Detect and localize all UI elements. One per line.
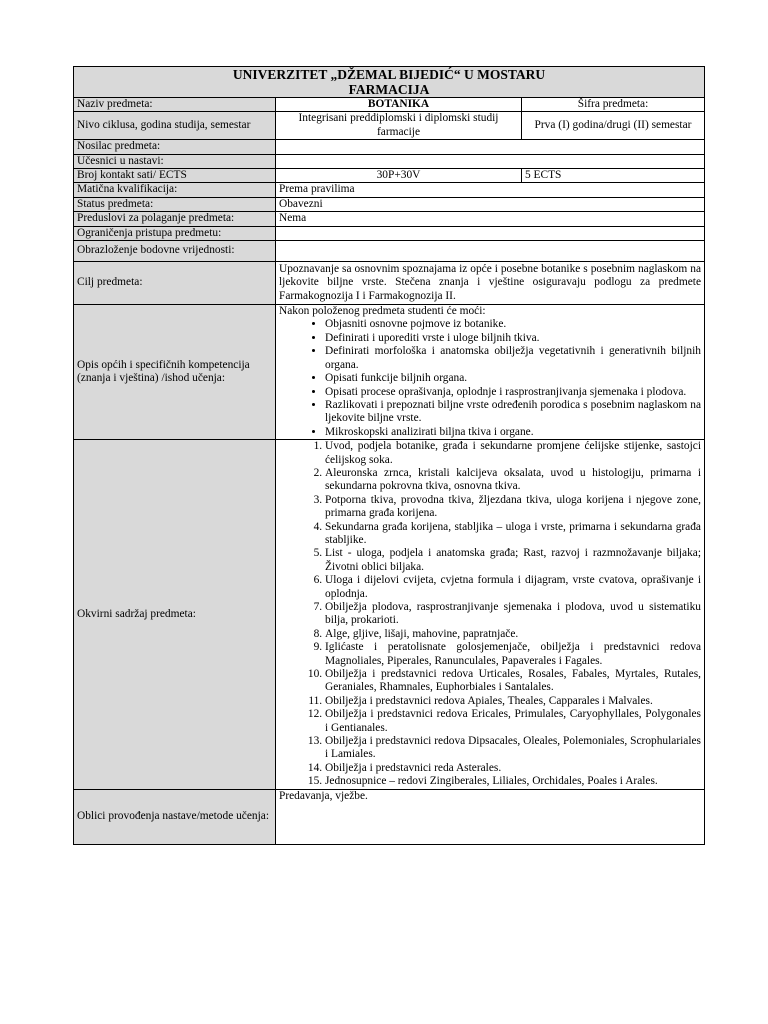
course-code-label: Šifra predmeta: [522, 98, 705, 112]
row-sadrzaj [74, 440, 705, 790]
header-cell [74, 67, 705, 98]
competences-cell [276, 305, 705, 440]
restrictions-label: Ograničenja pristupa predmetu: [74, 226, 276, 240]
list-item: 13. Obilježja i predstavnici redova Dipsacales, Oleales, Polemoniales, Scrophulariales i Lamiales. [325, 735, 701, 762]
list-item: 2. Aleuronska zrnca, kristali kalcijeva oksalata, uvod u histologiju, primarna i sekundarna pokrovna tkiva, osnovna tkiva. [325, 467, 701, 494]
contact-hours-value: 30P+30V [276, 169, 522, 183]
participants-value [276, 154, 705, 168]
list-item: 3. Potporna tkiva, provodna tkiva, žljezdana tkiva, uloga korijena i njegove zone, primarna građa korijena. [325, 494, 701, 521]
row-preduslovi [74, 212, 705, 226]
list-item: 11. Obilježja i predstavnici redova Apiales, Theales, Capparales i Malvales. [325, 695, 701, 708]
list-item: • Razlikovati i prepoznati biljne vrste određenih porodica s posebnim naglaskom na ljekovite biljne vrste. [325, 399, 701, 426]
list-item: • Definirati morfološka i anatomska obilježja vegetativnih i generativnih biljnih organa. [325, 345, 701, 372]
list-item: 15. Jednosupnice – redovi Zingiberales, Liliales, Orchidales, Poales i Arales. [325, 775, 701, 788]
row-status [74, 197, 705, 211]
competences-list [279, 318, 701, 439]
list-item: 1. Uvod, podjela botanike, građa i sekundarne promjene ćelijske stijenke, sastojci ćelijskog soka. [325, 440, 701, 467]
content-cell [276, 440, 705, 790]
list-item: 8. Alge, gljive, lišaji, mahovine, papratnjače. [325, 628, 701, 641]
syllabus-table [73, 66, 705, 845]
list-item: 9. Iglićaste i peratolisnate golosjemenjače, obilježja i predstavnici redova Magnoliales, Piperales, Ranunculales, Papaverales i Fagales. [325, 641, 701, 668]
level-label: Nivo ciklusa, godina studija, semestar [74, 112, 276, 140]
competences-label: Opis općih i specifičnih kompetencija (znanja i vještina) /ishod učenja: [74, 305, 276, 440]
teaching-methods-value: Predavanja, vježbe. [276, 789, 705, 844]
qualification-label: Matična kvalifikacija: [74, 183, 276, 197]
qualification-value: Prema pravilima [276, 183, 705, 197]
lecturer-label: Nosilac predmeta: [74, 140, 276, 154]
header-row [74, 67, 705, 98]
row-oblici [74, 789, 705, 844]
level-value: Integrisani preddiplomski i diplomski studij farmacije [276, 112, 522, 140]
content-label: Okvirni sadržaj predmeta: [74, 440, 276, 790]
competences-intro: Nakon položenog predmeta studenti će moći: [279, 305, 486, 318]
list-item: • Opisati funkcije biljnih organa. [325, 372, 701, 385]
prerequisites-value: Nema [276, 212, 705, 226]
list-item: 10. Obilježja i predstavnici redova Urticales, Rosales, Fabales, Myrtales, Rutales, Geraniales, Rhamnales, Euphorbiales i Santalales. [325, 668, 701, 695]
list-item: 12. Obilježja i predstavnici redova Ericales, Primulales, Caryophyllales, Polygonales i Gentianales. [325, 708, 701, 735]
row-ogranicenja [74, 226, 705, 240]
list-item: • Mikroskopski analizirati biljna tkiva i organe. [325, 426, 701, 439]
list-item: 5. List - uloga, podjela i anatomska građa; Rast, razvoj i razmnožavanje biljaka; Životni oblici biljaka. [325, 547, 701, 574]
lecturer-value [276, 140, 705, 154]
list-item: 6. Uloga i dijelovi cvijeta, cvjetna formula i dijagram, vrste cvatova, oprašivanje i oplodnja. [325, 574, 701, 601]
faculty-name: FARMACIJA [348, 82, 430, 97]
row-kontakt [74, 169, 705, 183]
list-item: 14. Obilježja i predstavnici reda Asterales. [325, 762, 701, 775]
list-item: • Opisati procese oprašivanja, oplodnje i rasprostranjivanja sjemenaka i plodova. [325, 386, 701, 399]
course-name-label: Naziv predmeta: [74, 98, 276, 112]
goal-value: Upoznavanje sa osnovnim spoznajama iz opće i posebne botanike s posebnim naglaskom na ljekovite biljne vrste. Stečena znanja i vještine osiguravaju podlogu za predmete Farmakognozija I i Farmakognozija II. [276, 262, 705, 305]
restrictions-value [276, 226, 705, 240]
row-maticna [74, 183, 705, 197]
row-nivo [74, 112, 705, 140]
status-label: Status predmeta: [74, 197, 276, 211]
row-nosilac [74, 140, 705, 154]
credit-justification-value [276, 241, 705, 262]
list-item: 4. Sekundarna građa korijena, stabljika – uloga i vrste, primarna i sekundarna građa stabljike. [325, 521, 701, 548]
row-naziv [74, 98, 705, 112]
row-opis [74, 305, 705, 440]
university-name: UNIVERZITET „DŽEMAL BIJEDIĆ“ U MOSTARU [232, 67, 546, 82]
list-item: • Objasniti osnovne pojmove iz botanike. [325, 318, 701, 331]
goal-label: Cilj predmeta: [74, 262, 276, 305]
contact-hours-label: Broj kontakt sati/ ECTS [74, 169, 276, 183]
content-list [279, 440, 701, 789]
year-value: Prva (I) godina/drugi (II) semestar [522, 112, 705, 140]
row-cilj [74, 262, 705, 305]
prerequisites-label: Preduslovi za polaganje predmeta: [74, 212, 276, 226]
status-value: Obavezni [276, 197, 705, 211]
row-obrazlozenje [74, 241, 705, 262]
credit-justification-label: Obrazloženje bodovne vrijednosti: [74, 241, 276, 262]
participants-label: Učesnici u nastavi: [74, 154, 276, 168]
list-item: 7. Obilježja plodova, rasprostranjivanje sjemenaka i plodova, uvod u sistematiku bilja, prokarioti. [325, 601, 701, 628]
ects-value: 5 ECTS [522, 169, 705, 183]
row-ucesnici [74, 154, 705, 168]
course-name-value: BOTANIKA [276, 98, 522, 112]
list-item: • Definirati i uporediti vrste i uloge biljnih tkiva. [325, 332, 701, 345]
teaching-methods-label: Oblici provođenja nastave/metode učenja: [74, 789, 276, 844]
